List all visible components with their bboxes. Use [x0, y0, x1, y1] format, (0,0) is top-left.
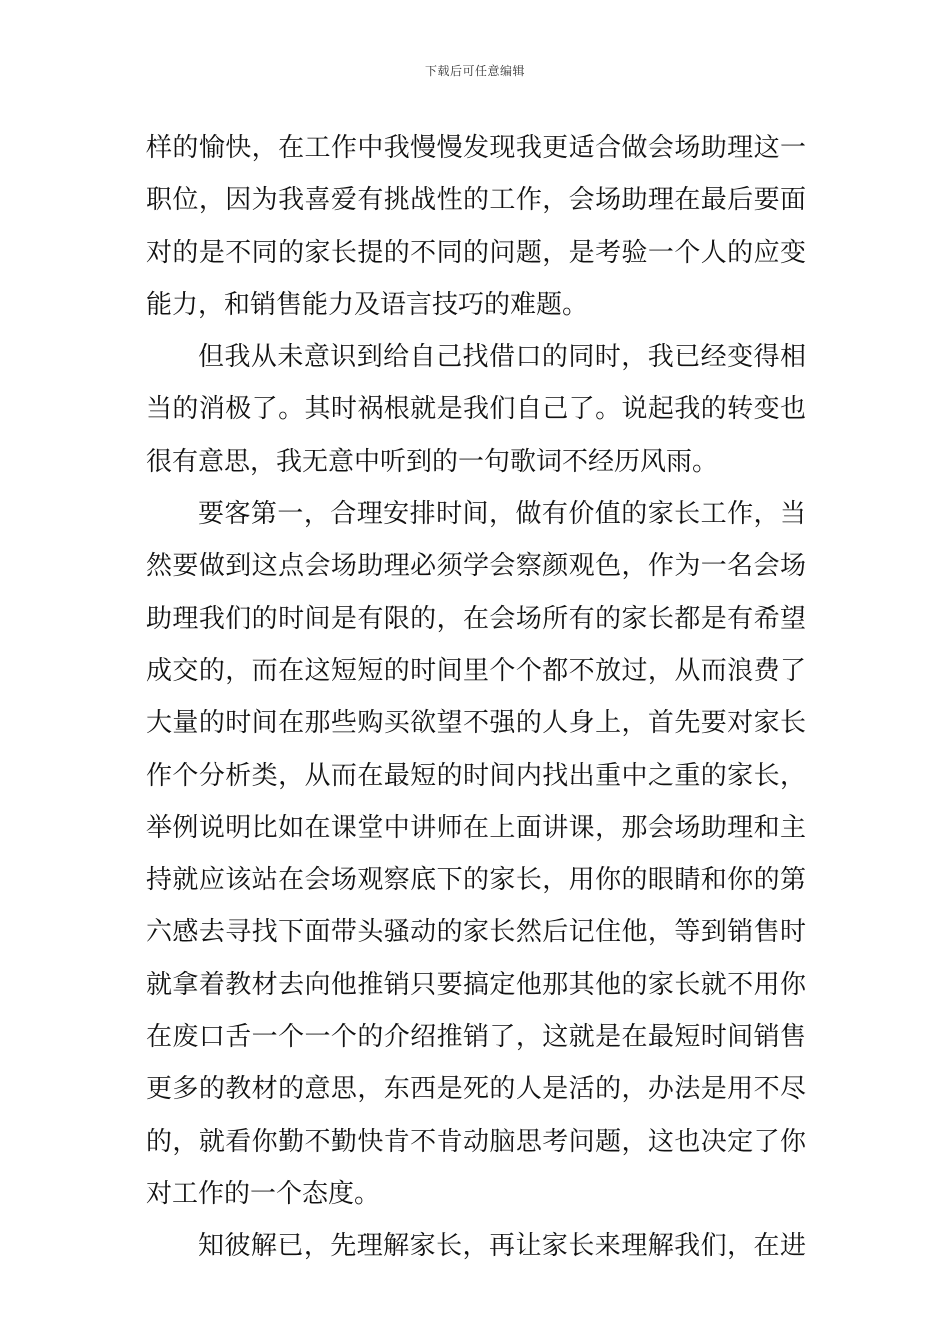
paragraph-3-line-12: 更多的教材的意思，东西是死的人是活的，办法是用不尽 [146, 1074, 806, 1105]
paragraph-3-line-9: 六感去寻找下面带头骚动的家长然后记住他，等到销售时 [146, 917, 806, 948]
paragraph-4-line-1: 知彼解已，先理解家长，再让家长来理解我们，在进 [198, 1231, 806, 1262]
paragraph-3-line-13: 的，就看你勤不勤快肯不肯动脑思考问题，这也决定了你 [146, 1126, 806, 1157]
paragraph-3-line-8: 持就应该站在会场观察底下的家长，用你的眼睛和你的第 [146, 865, 806, 896]
paragraph-3-line-10: 就拿着教材去向他推销只要搞定他那其他的家长就不用你 [146, 969, 806, 1000]
paragraph-3-line-2: 然要做到这点会场助理必须学会察颜观色，作为一名会场 [146, 551, 806, 582]
document-body [146, 122, 806, 1273]
paragraph-2-line-1: 但我从未意识到给自己找借口的同时，我已经变得相 [198, 342, 806, 373]
paragraph-1-line-3: 对的是不同的家长提的不同的问题，是考验一个人的应变 [146, 237, 806, 268]
paragraph-1-line-1: 样的愉快，在工作中我慢慢发现我更适合做会场助理这一 [146, 133, 806, 163]
page-header: 下载后可任意编辑 [424, 64, 525, 78]
paragraph-3-line-1: 要客第一，合理安排时间，做有价值的家长工作，当 [198, 499, 806, 530]
paragraph-3-line-6: 作个分析类，从而在最短的时间内找出重中之重的家长， [146, 760, 806, 791]
paragraph-3-line-5: 大量的时间在那些购买欲望不强的人身上，首先要对家长 [146, 708, 806, 739]
paragraph-2-line-3: 很有意思，我无意中听到的一句歌词不经历风雨。 [146, 446, 719, 477]
paragraph-1-line-2: 职位，因为我喜爱有挑战性的工作，会场助理在最后要面 [146, 185, 806, 216]
paragraph-3-line-3: 助理我们的时间是有限的，在会场所有的家长都是有希望 [146, 603, 806, 634]
paragraph-1-line-4: 能力，和销售能力及语言技巧的难题。 [146, 289, 589, 320]
paragraph-3-line-7: 举例说明比如在课堂中讲师在上面讲课，那会场助理和主 [146, 812, 806, 843]
paragraph-3-line-14: 对工作的一个态度。 [146, 1178, 381, 1209]
paragraph-2-line-2: 当的消极了。其时祸根就是我们自己了。说起我的转变也 [146, 394, 806, 425]
paragraph-3-line-4: 成交的，而在这短短的时间里个个都不放过，从而浪费了 [146, 655, 806, 686]
paragraph-3-line-11: 在废口舌一个一个的介绍推销了，这就是在最短时间销售 [146, 1022, 806, 1053]
